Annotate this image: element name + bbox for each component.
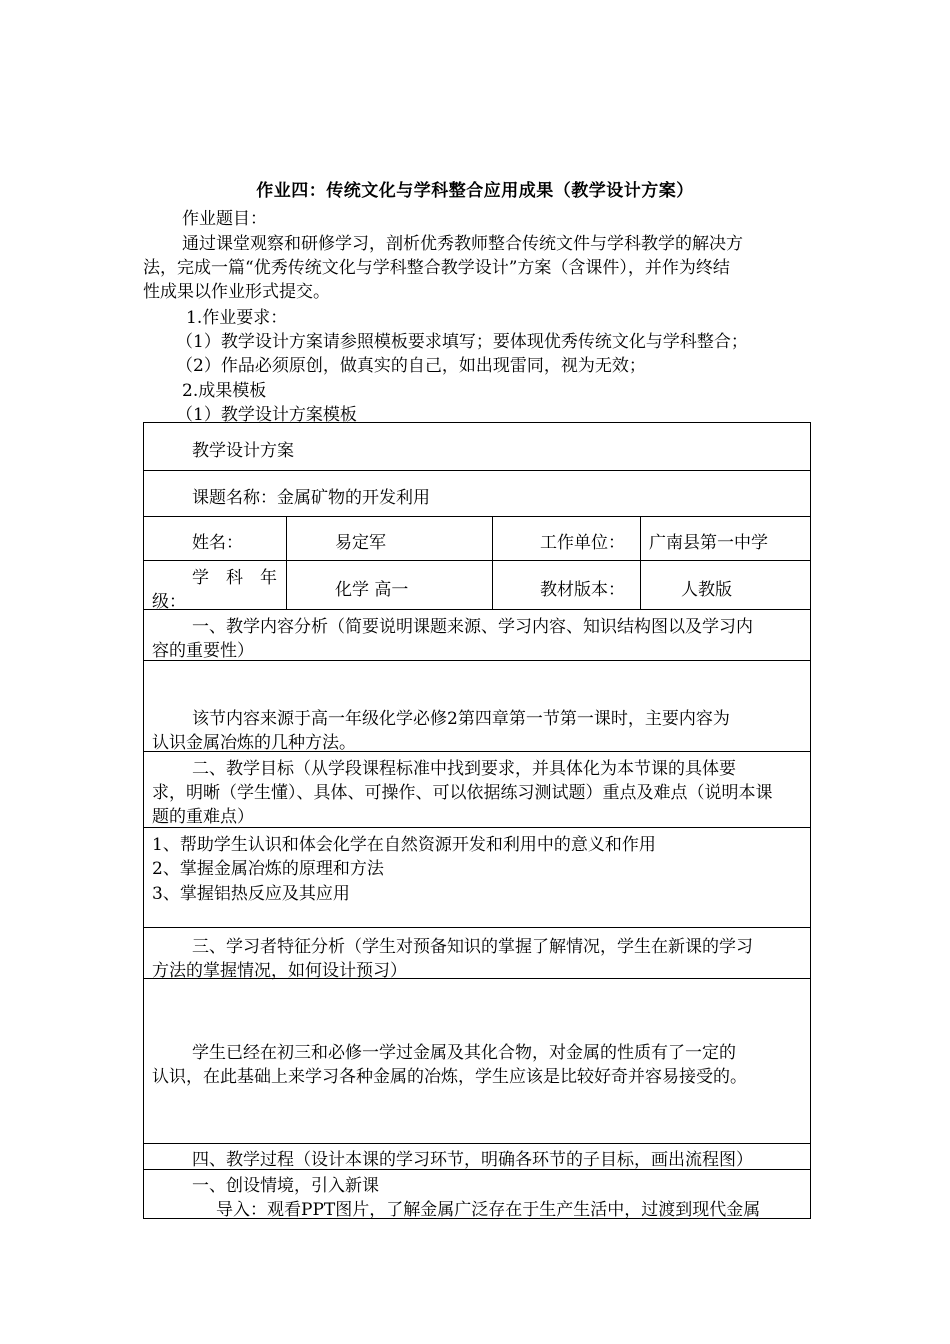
course-name: 课题名称：金属矿物的开发利用 bbox=[192, 488, 430, 508]
name-label: 姓名： bbox=[192, 533, 243, 553]
subject-label-line-1: 学 科 年 bbox=[192, 568, 277, 588]
section-4-body-line-2: 导入：观看PPT图片，了解金属广泛存在于生产生活中，过渡到现代金属 bbox=[216, 1200, 761, 1220]
table-header-text: 教学设计方案 bbox=[192, 441, 294, 461]
topic-line-1: 通过课堂观察和研修学习，剖析优秀教师整合传统文件与学科教学的解决方 bbox=[182, 234, 743, 254]
objective-2: 2、掌握金属冶炼的原理和方法 bbox=[152, 859, 384, 879]
name-value: 易定军 bbox=[335, 533, 386, 553]
section-1-body-row bbox=[143, 660, 811, 751]
edition-value-cell bbox=[640, 561, 810, 609]
table-bottom-border bbox=[143, 1218, 811, 1219]
name-value-cell bbox=[286, 517, 492, 560]
topic-line-3: 性成果以作业形式提交。 bbox=[143, 282, 330, 302]
table-row-name bbox=[143, 516, 811, 560]
section-3-heading-line-2: 方法的掌握情况，如何设计预习） bbox=[152, 961, 407, 981]
topic-line-2: 法，完成一篇“优秀传统文化与学科整合教学设计”方案（含课件），并作为终结 bbox=[143, 258, 730, 278]
objective-1: 1、帮助学生认识和体会化学在自然资源开发和利用中的意义和作用 bbox=[152, 835, 656, 855]
section-1-heading-line-1: 一、教学内容分析（简要说明课题来源、学习内容、知识结构图以及学习内 bbox=[192, 617, 753, 637]
table-row-course bbox=[143, 470, 811, 516]
document-title: 作业四：传统文化与学科整合应用成果（教学设计方案） bbox=[256, 181, 694, 201]
table-row-subject bbox=[143, 560, 811, 612]
section-4-heading: 四、教学过程（设计本课的学习环节，明确各环节的子目标，画出流程图） bbox=[192, 1150, 753, 1170]
unit-label: 工作单位： bbox=[540, 533, 625, 553]
edition-value: 人教版 bbox=[681, 580, 732, 600]
section-4-body-row bbox=[143, 1169, 811, 1219]
section-2-heading-line-2: 求，明晰（学生懂）、具体、可操作、可以依据练习测试题）重点及难点（说明本课 bbox=[152, 783, 773, 803]
section-3-body-line-2: 认识，在此基础上来学习各种金属的冶炼，学生应该是比较好奇并容易接受的。 bbox=[152, 1067, 747, 1087]
section-1-heading-row bbox=[143, 609, 811, 660]
section-1-heading-line-2: 容的重要性） bbox=[152, 641, 254, 661]
edition-label: 教材版本： bbox=[540, 580, 625, 600]
section-3-heading-line-1: 三、学习者特征分析（学生对预备知识的掌握了解情况，学生在新课的学习 bbox=[192, 937, 753, 957]
edition-label-cell bbox=[492, 561, 640, 609]
section-1-body-line-2: 认识金属冶炼的几种方法。 bbox=[152, 733, 356, 753]
section-2-body-row bbox=[143, 827, 811, 927]
unit-value-cell bbox=[640, 517, 810, 560]
topic-label: 作业题目： bbox=[182, 209, 267, 229]
section-2-heading-line-3: 题的重难点） bbox=[152, 807, 254, 827]
section-3-body-line-1: 学生已经在初三和必修一学过金属及其化合物，对金属的性质有了一定的 bbox=[192, 1043, 736, 1063]
section-2-heading-row bbox=[143, 751, 811, 827]
objective-3: 3、掌握铝热反应及其应用 bbox=[152, 884, 350, 904]
subject-value: 化学 高一 bbox=[335, 580, 409, 600]
section-3-body-row bbox=[143, 978, 811, 1143]
section-2-heading-line-1: 二、教学目标（从学段课程标准中找到要求，并具体化为本节课的具体要 bbox=[192, 759, 736, 779]
requirement-1: （1）教学设计方案请参照模板要求填写；要体现优秀传统文化与学科整合； bbox=[176, 332, 748, 352]
section-1-body-line-1: 该节内容来源于高一年级化学必修2第四章第一节第一课时，主要内容为 bbox=[192, 709, 730, 729]
requirements-heading: 1.作业要求： bbox=[186, 308, 288, 328]
subject-value-cell bbox=[286, 561, 492, 609]
table-row-header bbox=[143, 422, 811, 470]
unit-label-cell bbox=[492, 517, 640, 560]
section-3-heading-row bbox=[143, 927, 811, 981]
template-heading: 2.成果模板 bbox=[182, 381, 267, 401]
unit-value: 广南县第一中学 bbox=[649, 533, 768, 553]
section-4-heading-row bbox=[143, 1143, 811, 1169]
subject-label-line-2: 级： bbox=[152, 592, 186, 612]
section-4-body-line-1: 一、创设情境，引入新课 bbox=[192, 1176, 379, 1196]
requirement-2: （2）作品必须原创，做真实的自己，如出现雷同，视为无效； bbox=[176, 356, 646, 376]
template-subheading: （1）教学设计方案模板 bbox=[176, 405, 357, 425]
